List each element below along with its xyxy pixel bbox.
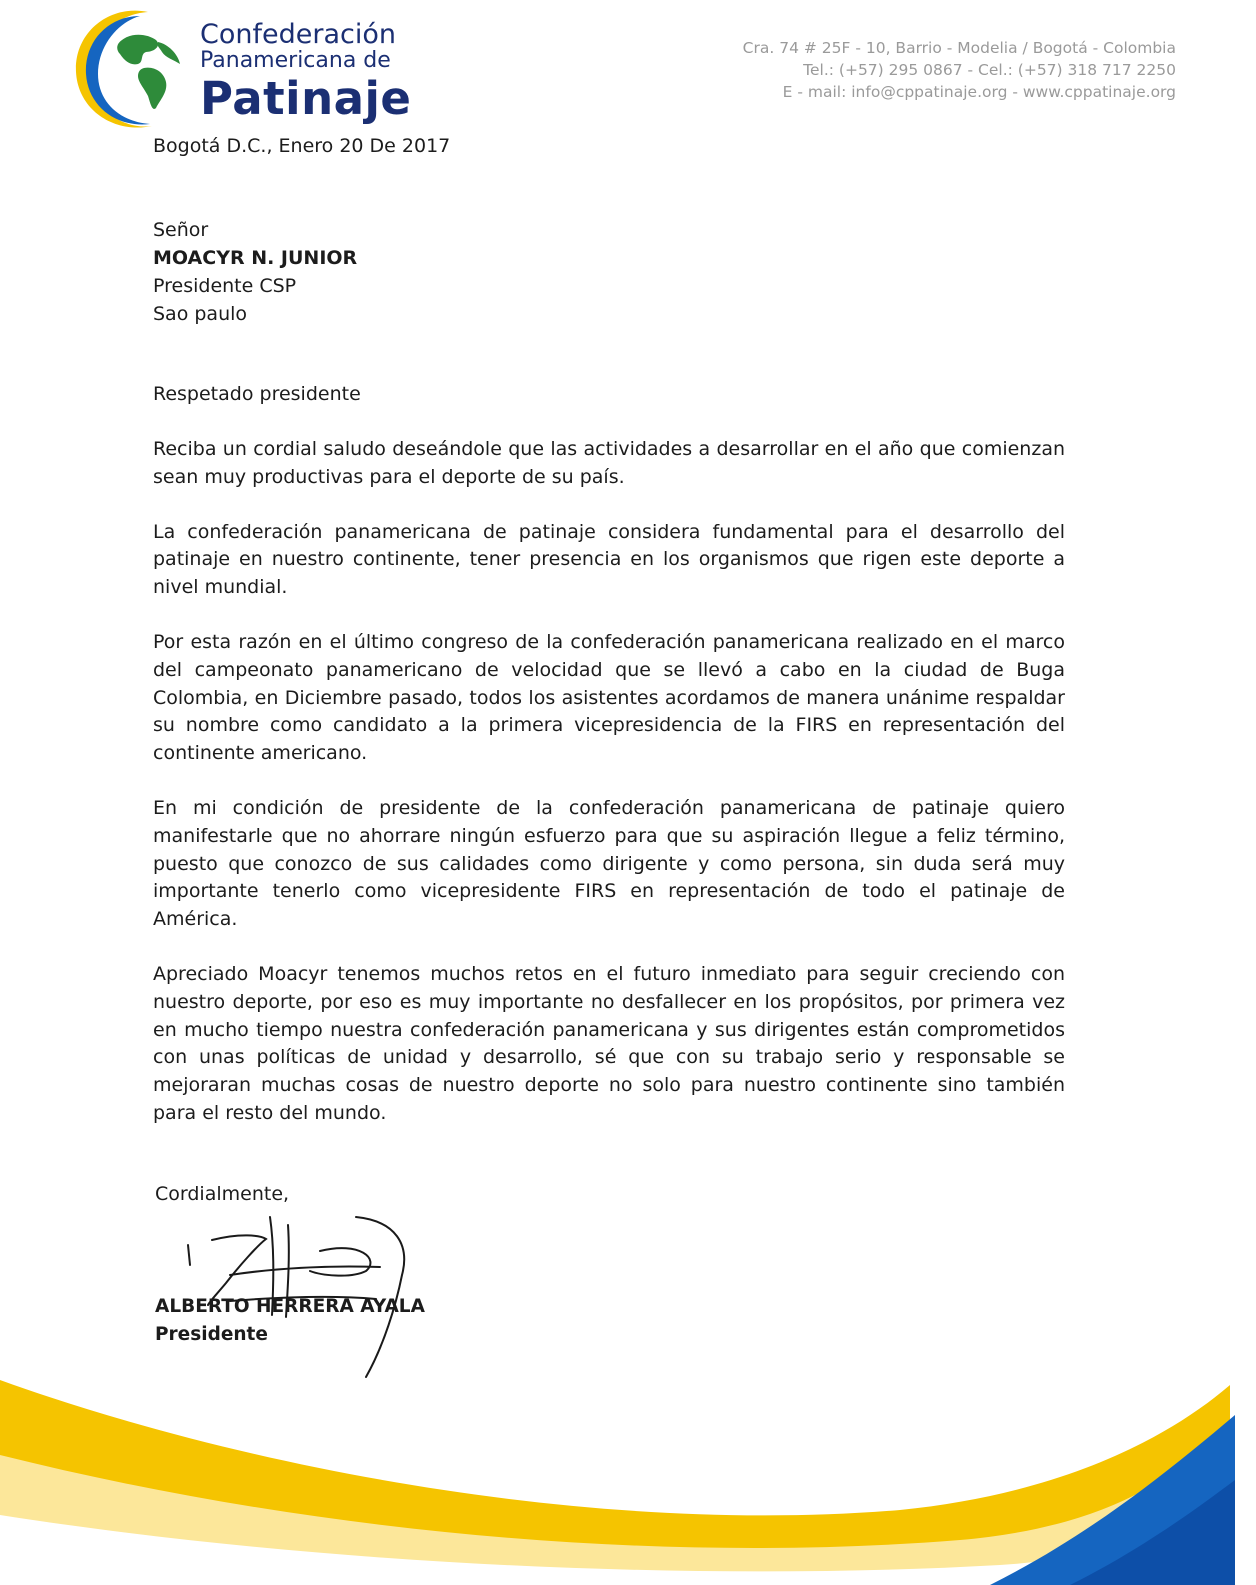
paragraph: Reciba un cordial saludo deseándole que las actividades a desarrollar en el año que comienzan sean muy productivas para el deporte de su país.: [153, 438, 1065, 488]
recipient-city: Sao paulo: [153, 303, 248, 325]
recipient-title: Señor: [153, 219, 209, 241]
paragraph: Apreciado Moacyr tenemos muchos retos en el futuro inmediato para seguir creciendo con nuestro deporte, por eso es muy importante no desfallecer en los propósitos, por primera vez en mucho tiempo nuestra confederación panamericana y sus dirigentes están comprometidos con unas políticas de unidad y desarrollo, sé que con su trabajo serio y responsable se mejoraran muchas cosas de nuestro deporte no solo para nuestro continente sino también para el resto del mundo.: [153, 962, 1065, 1124]
letter-body: [153, 436, 1065, 1155]
paragraph: Por esta razón en el último congreso de la confederación panamericana realizado en el marco del campeonato panamericano de velocidad que se llevó a cabo en la ciudad de Buga Colombia, en Diciembre pasado, todos los asistentes acordamos de manera unánime respaldar su nombre como candidato a la primera vicepresidencia de la FIRS en representación del continente americano.: [153, 630, 1065, 765]
org-name-line2: Panamericana de: [200, 48, 391, 73]
letterhead-contact: [743, 37, 1176, 103]
org-name-line3: Patinaje: [200, 72, 412, 125]
globe-logo-icon: [70, 6, 190, 132]
org-name-line1: Confederación: [200, 19, 396, 50]
contact-web: E - mail: info@cppatinaje.org - www.cppatinaje.org: [782, 83, 1176, 101]
signer-title: Presidente: [155, 1324, 268, 1345]
letter-date: Bogotá D.C., Enero 20 De 2017: [153, 135, 451, 157]
paragraph: La confederación panamericana de patinaje considera fundamental para el desarrollo del patinaje en nuestro continente, tener presencia en los organismos que rigen este deporte a nivel mundial.: [153, 520, 1065, 599]
salutation: Respetado presidente: [153, 383, 361, 405]
organization-name: [200, 20, 411, 126]
handwritten-signature: [170, 1205, 420, 1385]
closing: Cordialmente,: [155, 1183, 290, 1205]
recipient-name: MOACYR N. JUNIOR: [153, 247, 358, 269]
footer-swoosh: [0, 1360, 1256, 1585]
contact-address: Cra. 74 # 25F - 10, Barrio - Modelia / Bogotá - Colombia: [742, 39, 1176, 57]
paragraph: En mi condición de presidente de la confederación panamericana de patinaje quiero manifestarle que no ahorrare ningún esfuerzo para que su aspiración llegue a feliz término, puesto que conozco de sus calidades como dirigente y como persona, sin duda será muy importante tenerlo como vicepresidente FIRS en representación de todo el patinaje de América.: [153, 796, 1065, 931]
recipient-position: Presidente CSP: [153, 275, 297, 297]
recipient-block: [153, 216, 357, 328]
signer-name: ALBERTO HERRERA AYALA: [155, 1296, 425, 1317]
contact-phones: Tel.: (+57) 295 0867 - Cel.: (+57) 318 717 2250: [803, 61, 1176, 79]
